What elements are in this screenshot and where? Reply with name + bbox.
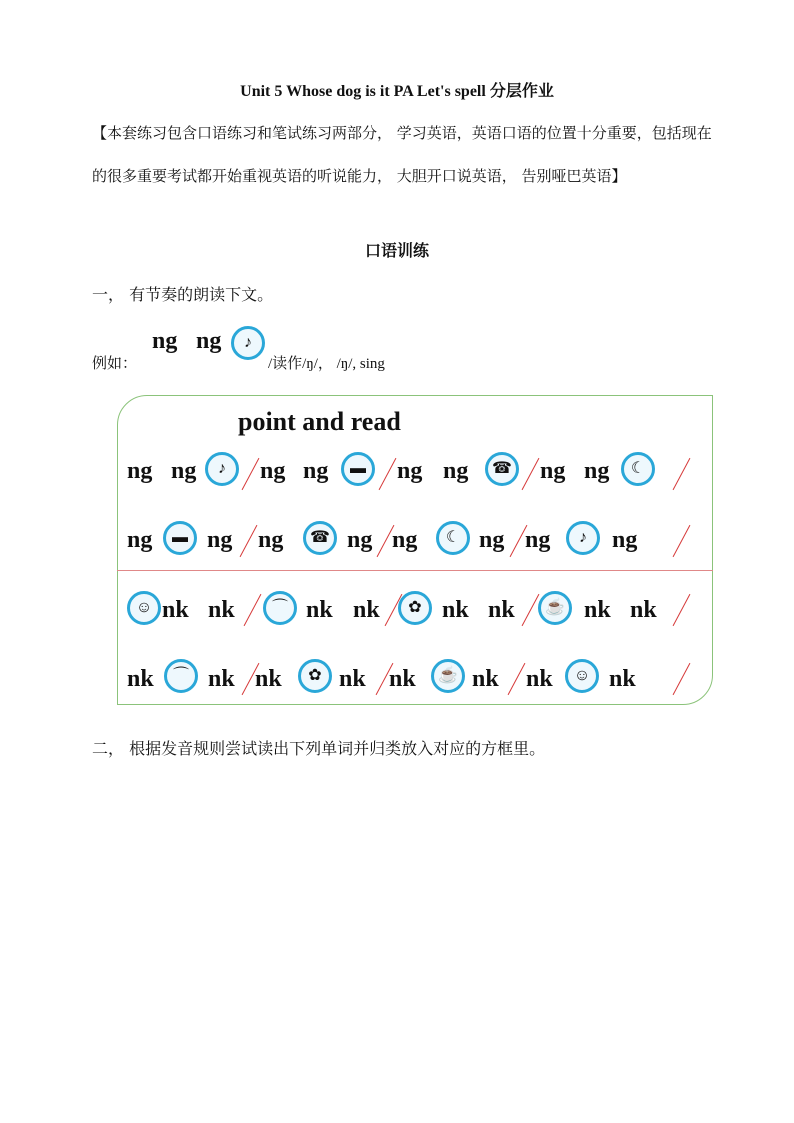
- syllable-ng: ng: [171, 458, 197, 484]
- syllable-nk: nk: [389, 666, 416, 692]
- example-pronunciation: /读作/ŋ/， /ŋ/, sing: [268, 356, 385, 372]
- example-syllable-1: ng: [152, 328, 178, 354]
- syllable-nk: nk: [630, 597, 657, 623]
- syllable-nk: nk: [584, 597, 611, 623]
- syllable-ng: ng: [443, 458, 469, 484]
- long-ruler-icon: ▬: [163, 521, 197, 555]
- syllable-nk: nk: [442, 597, 469, 623]
- syllable-ng: ng: [127, 458, 153, 484]
- syllable-ng: ng: [479, 527, 505, 553]
- skunk-icon: ✿: [398, 591, 432, 625]
- syllable-ng: ng: [584, 458, 610, 484]
- ringing-phone-icon: ☎: [485, 452, 519, 486]
- example-label: 例如：: [92, 354, 138, 372]
- example-line: [92, 326, 512, 376]
- syllable-nk: nk: [306, 597, 333, 623]
- syllable-nk: nk: [488, 597, 515, 623]
- syllable-ng: ng: [207, 527, 233, 553]
- question-1: 一， 有节奏的朗读下文。: [92, 285, 274, 304]
- singing-girl-icon: ♪: [231, 326, 265, 360]
- page-title: Unit 5 Whose dog is it PA Let's spell 分层作业: [240, 83, 554, 100]
- question-2: 二， 根据发音规则尝试读出下列单词并归类放入对应的方框里。: [92, 739, 546, 758]
- syllable-nk: nk: [127, 666, 154, 692]
- intro-text: 【本套练习包含口语练习和笔试练习两部分， 学习英语，英语口语的位置十分重要，包括现在的很多重要考试都开始重视英语的听说能力， 大胆开口说英语， 告别哑巴英语】: [92, 124, 712, 185]
- syllable-nk: nk: [162, 597, 189, 623]
- syllable-ng: ng: [258, 527, 284, 553]
- box-title: point and read: [238, 407, 401, 436]
- syllable-ng: ng: [347, 527, 373, 553]
- skunk-icon: ✿: [298, 659, 332, 693]
- example-syllable-2: ng: [196, 328, 222, 354]
- syllable-ng: ng: [303, 458, 329, 484]
- syllable-nk: nk: [208, 597, 235, 623]
- syllable-ng: ng: [525, 527, 551, 553]
- elephant-trunk-icon: ⌒: [263, 591, 297, 625]
- syllable-nk: nk: [255, 666, 282, 692]
- syllable-nk: nk: [609, 666, 636, 692]
- syllable-ng: ng: [397, 458, 423, 484]
- syllable-ng: ng: [392, 527, 418, 553]
- sleeping-baby-icon: ☾: [436, 521, 470, 555]
- syllable-nk: nk: [339, 666, 366, 692]
- syllable-nk: nk: [472, 666, 499, 692]
- syllable-ng: ng: [612, 527, 638, 553]
- syllable-ng: ng: [127, 527, 153, 553]
- syllable-nk: nk: [353, 597, 380, 623]
- long-ruler-icon: ▬: [341, 452, 375, 486]
- ringing-phone-icon: ☎: [303, 521, 337, 555]
- section-heading-oral: 口语训练: [364, 241, 429, 260]
- drink-icon: ☕: [431, 659, 465, 693]
- syllable-ng: ng: [540, 458, 566, 484]
- sleeping-baby-icon: ☾: [621, 452, 655, 486]
- syllable-nk: nk: [208, 666, 235, 692]
- drink-icon: ☕: [538, 591, 572, 625]
- syllable-ng: ng: [260, 458, 286, 484]
- syllable-nk: nk: [526, 666, 553, 692]
- singing-girl-icon: ♪: [205, 452, 239, 486]
- elephant-trunk-icon: ⌒: [164, 659, 198, 693]
- thinking-boy-icon: ☺: [565, 659, 599, 693]
- singing-girl-icon: ♪: [566, 521, 600, 555]
- box-divider: [117, 570, 713, 571]
- thinking-boy-icon: ☺: [127, 591, 161, 625]
